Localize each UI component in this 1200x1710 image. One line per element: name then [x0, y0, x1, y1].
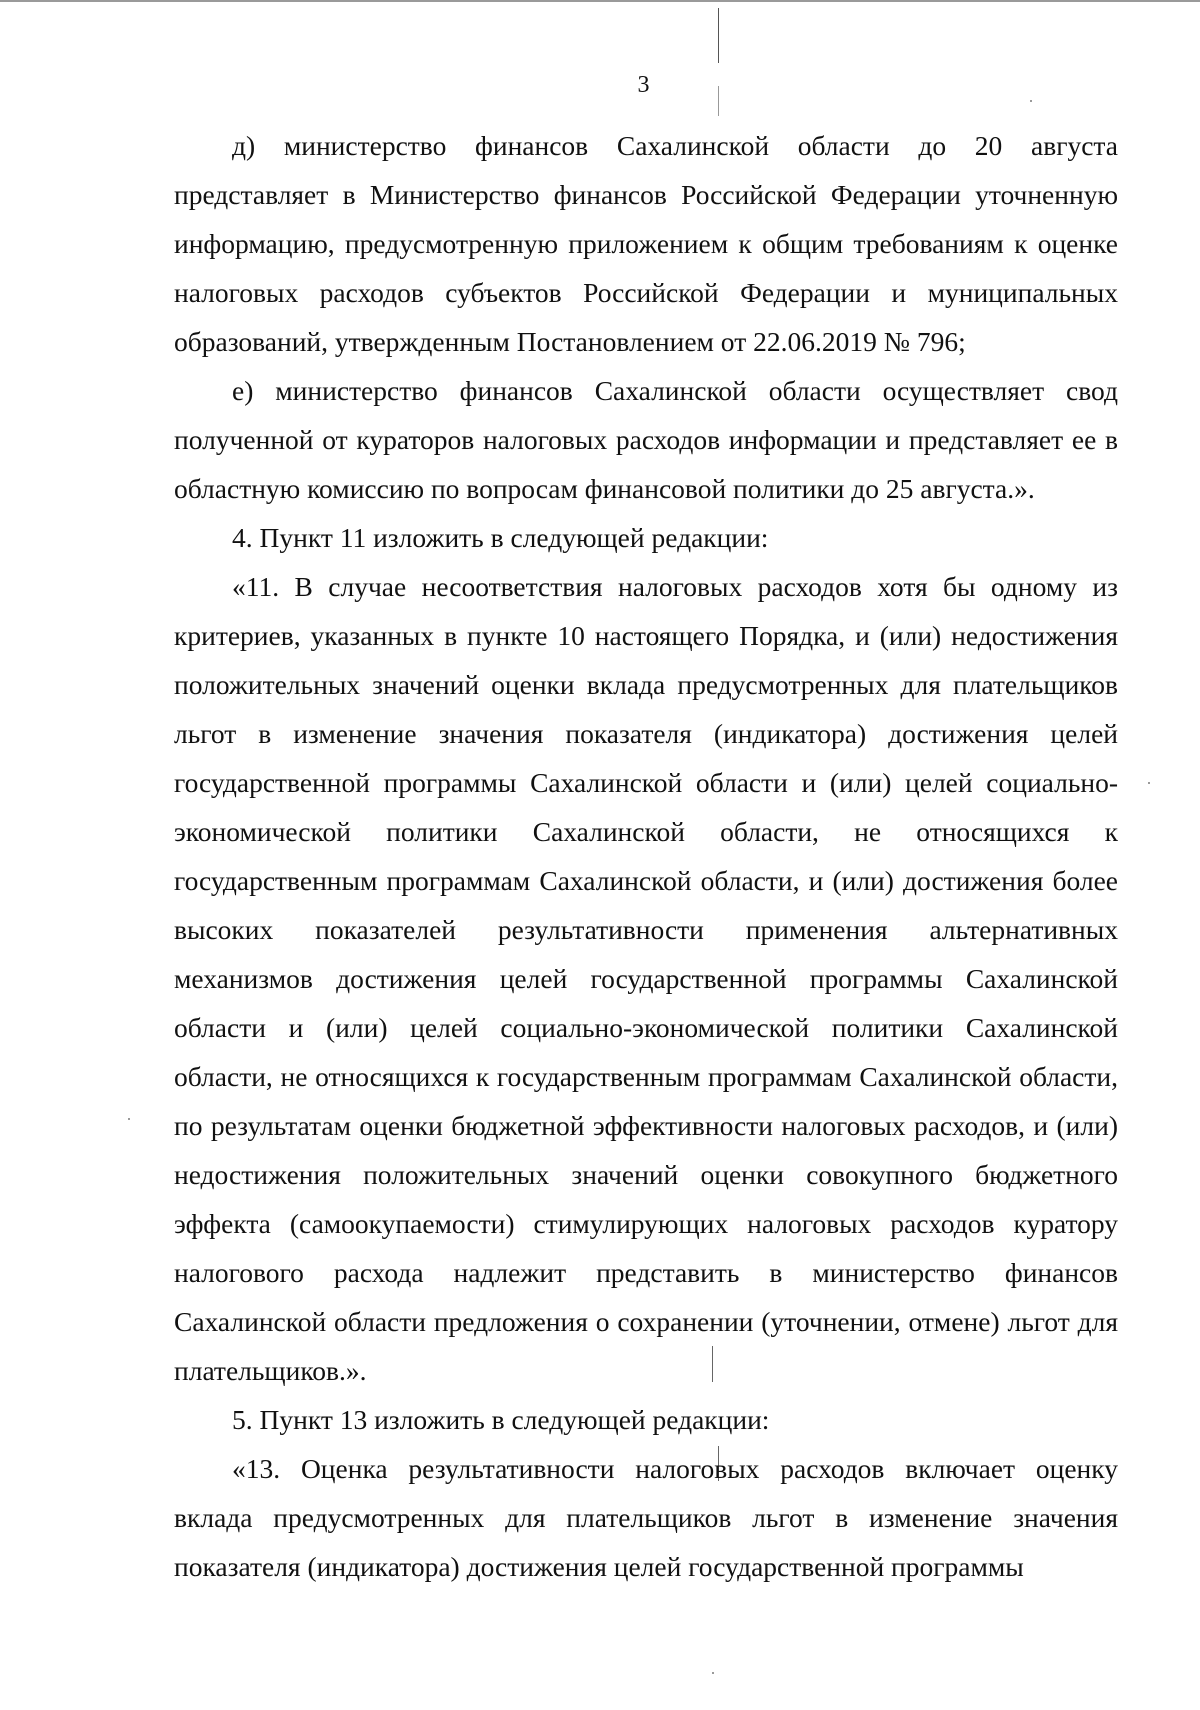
paragraph-d: д) министерство финансов Сахалинской области до 20 августа представляет в Министерство финансов Российской Федерации уточненную информацию, предусмотренную приложением к общим требованиям к оценке налоговых расходов субъектов Российской Федерации и муниципальных образований, утвержденным Постановлением от 22.06.2019 № 796;	[174, 130, 1118, 357]
scan-artifact-line	[718, 8, 719, 63]
scan-artifact-dot	[128, 1118, 130, 1120]
scan-top-edge	[0, 0, 1200, 2]
paragraph-e: е) министерство финансов Сахалинской области осуществляет свод полученной от кураторов налоговых расходов информации и представляет ее в областную комиссию по вопросам финансовой политики до 25 августа.».	[174, 375, 1118, 504]
paragraph-item-5: 5. Пункт 13 изложить в следующей редакции:	[232, 1404, 770, 1435]
scan-artifact-dot	[712, 1672, 714, 1674]
paragraph-clause-11: «11. В случае несоответствия налоговых расходов хотя бы одному из критериев, указанных в пункте 10 настоящего Порядка, и (или) недостижения положительных значений оценки вклада предусмотренных для плательщиков льгот в изменение значения показателя (индикатора) достижения целей государственной программы Сахалинской области и (или) целей социально-экономической политики Сахалинской области, не относящихся к государственным программам Сахалинской области, и (или) достижения более высоких показателей результативности применения альтернативных механизмов достижения целей государственной программы Сахалинской области и (или) целей социально-экономической политики Сахалинской области, не относящихся к государственным программам Сахалинской области, по результатам оценки бюджетной эффективности налоговых расходов, и (или) недостижения положительных значений оценки совокупного бюджетного эффекта (самоокупаемости) стимулирующих налоговых расходов куратору налогового расхода надлежит представить в министерство финансов Сахалинской области предложения о сохранении (уточнении, отмене) льгот для плательщиков.».	[174, 571, 1118, 1386]
page-number: 3	[637, 72, 650, 98]
scan-artifact-dot	[1030, 100, 1032, 102]
paragraph-clause-13: «13. Оценка результативности налоговых расходов включает оценку вклада предусмотренных для плательщиков льгот в изменение значения показателя (индикатора) достижения целей государственной программы	[174, 1453, 1118, 1582]
paragraph-item-4: 4. Пункт 11 изложить в следующей редакции:	[232, 522, 769, 553]
scan-artifact-dot	[1148, 782, 1150, 784]
document-body	[174, 121, 1118, 1591]
